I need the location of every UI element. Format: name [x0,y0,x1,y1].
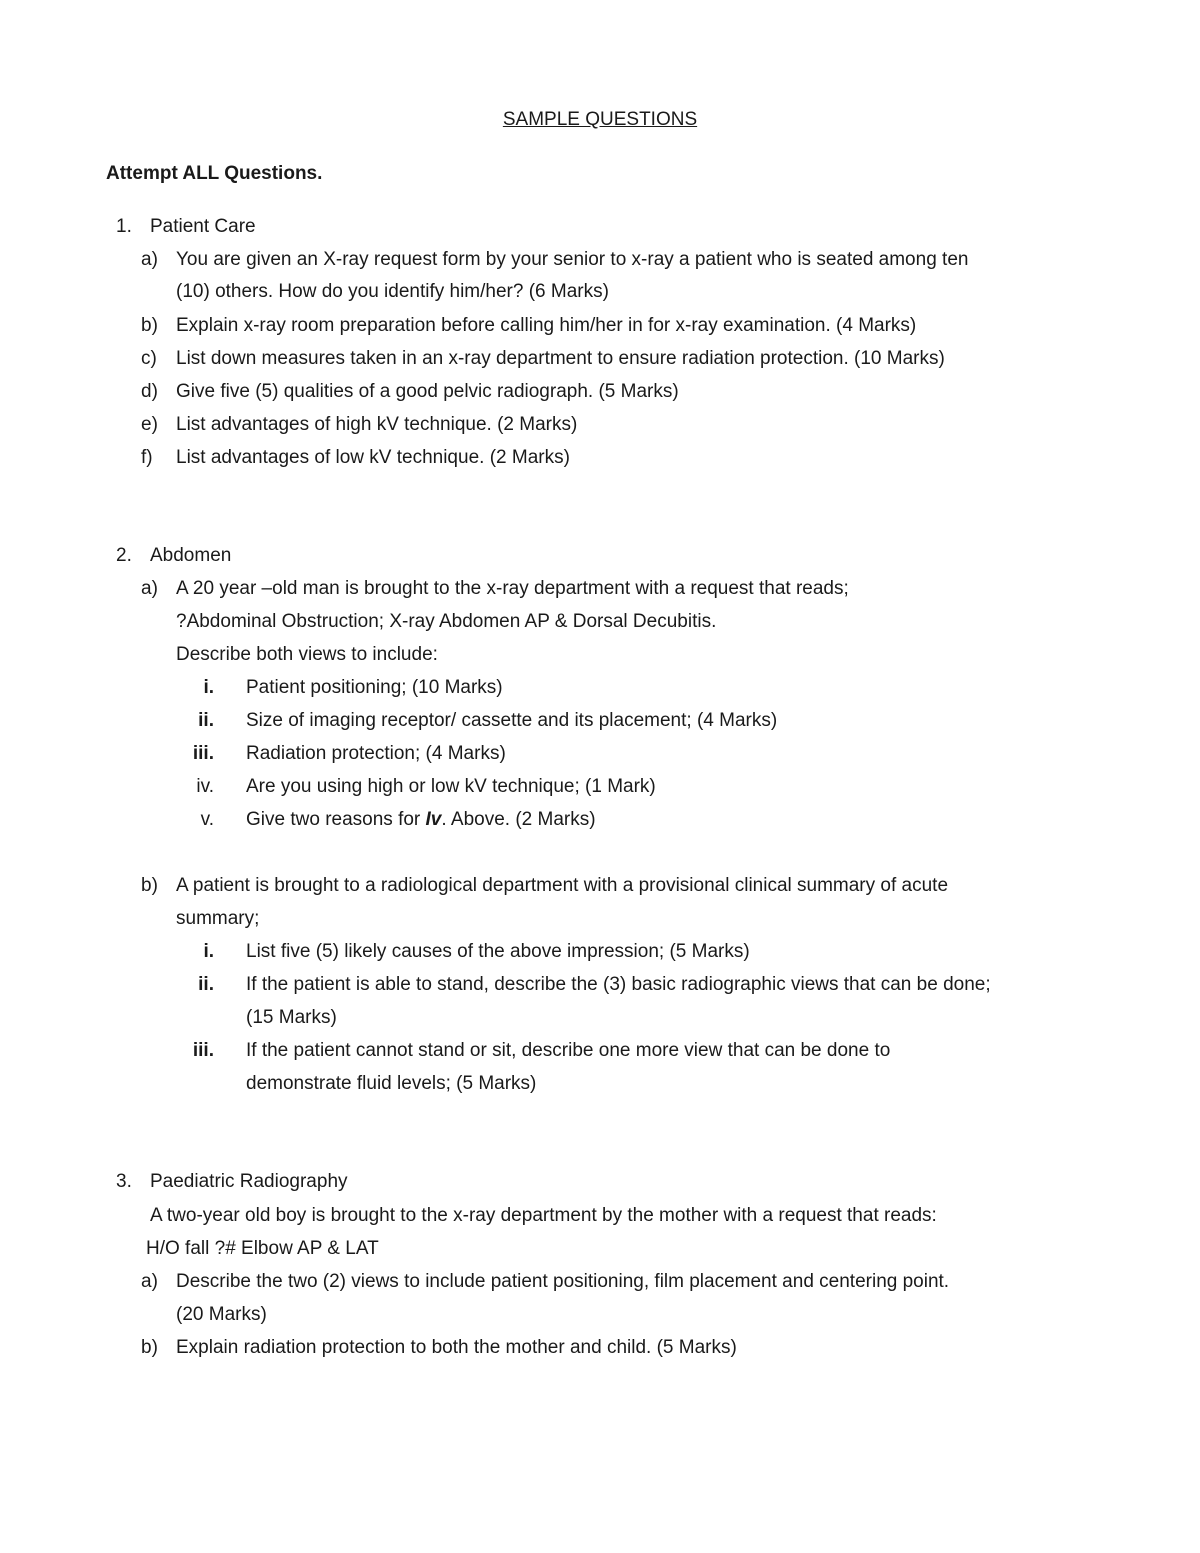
item-text: Give five (5) qualities of a good pelvic radiograph. (5 Marks) [176,381,679,402]
question-number: 2. [116,545,132,566]
sub-text: List five (5) likely causes of the above impression; (5 Marks) [246,941,750,962]
sub-label: iv. [196,776,214,797]
sub-label: ii. [198,710,214,731]
item-text: Explain radiation protection to both the mother and child. (5 Marks) [176,1337,737,1358]
question-number: 3. [116,1171,132,1192]
item-text: ?Abdominal Obstruction; X-ray Abdomen AP & Dorsal Decubitis. [176,611,717,632]
instruction: Attempt ALL Questions. [106,163,323,184]
item-label: b) [141,875,158,896]
question-intro: A two-year old boy is brought to the x-ray department by the mother with a request that reads: [150,1205,937,1226]
sub-text: Patient positioning; (10 Marks) [246,677,503,698]
item-text: Explain x-ray room preparation before calling him/her in for x-ray examination. (4 Marks) [176,315,917,336]
page-title: SAMPLE QUESTIONS [502,109,698,130]
item-label: b) [141,315,158,336]
sub-label: i. [203,941,214,962]
sub-label: i. [203,677,214,698]
question-heading: Abdomen [150,545,232,566]
sub-label: iii. [192,1040,214,1061]
sub-text-pre: Give two reasons for [246,809,426,830]
question-intro: H/O fall ?# Elbow AP & LAT [146,1238,379,1259]
item-text: You are given an X-ray request form by your senior to x-ray a patient who is seated among ten [176,249,969,270]
item-text: (20 Marks) [176,1304,267,1325]
sub-text-post: . Above. (2 Marks) [441,809,596,830]
sub-text: demonstrate fluid levels; (5 Marks) [246,1073,537,1094]
item-text: List advantages of high kV technique. (2 Marks) [176,414,578,435]
item-text: Describe both views to include: [176,644,438,665]
item-text: A patient is brought to a radiological department with a provisional clinical summary of acute [176,875,949,896]
sub-label: v. [200,809,214,830]
item-label: e) [141,414,158,435]
sub-text [246,807,596,833]
item-label: d) [141,381,158,402]
sub-label: ii. [198,974,214,995]
sub-text: If the patient is able to stand, describe the (3) basic radiographic views that can be done; [246,974,991,995]
item-label: a) [141,249,158,270]
sub-text: (15 Marks) [246,1007,337,1028]
item-text: List down measures taken in an x-ray department to ensure radiation protection. (10 Marks) [176,348,945,369]
item-text: List advantages of low kV technique. (2 Marks) [176,447,570,468]
sub-text-emphasis: Iv [425,809,442,830]
sub-text: Size of imaging receptor/ cassette and its placement; (4 Marks) [246,710,778,731]
item-label: a) [141,1271,158,1292]
item-text: (10) others. How do you identify him/her? (6 Marks) [176,281,609,302]
item-label: b) [141,1337,158,1358]
item-text: Describe the two (2) views to include patient positioning, film placement and centering point. [176,1271,950,1292]
question-heading: Paediatric Radiography [150,1171,348,1192]
item-label: c) [141,348,157,369]
item-text: summary; [176,908,260,929]
sub-text: If the patient cannot stand or sit, describe one more view that can be done to [246,1040,891,1061]
item-text: A 20 year –old man is brought to the x-ray department with a request that reads; [176,578,849,599]
question-number: 1. [116,216,132,237]
item-label: a) [141,578,158,599]
item-label: f) [141,447,153,468]
question-heading: Patient Care [150,216,256,237]
sub-text: Radiation protection; (4 Marks) [246,743,506,764]
sub-text: Are you using high or low kV technique; (1 Mark) [246,776,656,797]
sub-label: iii. [192,743,214,764]
